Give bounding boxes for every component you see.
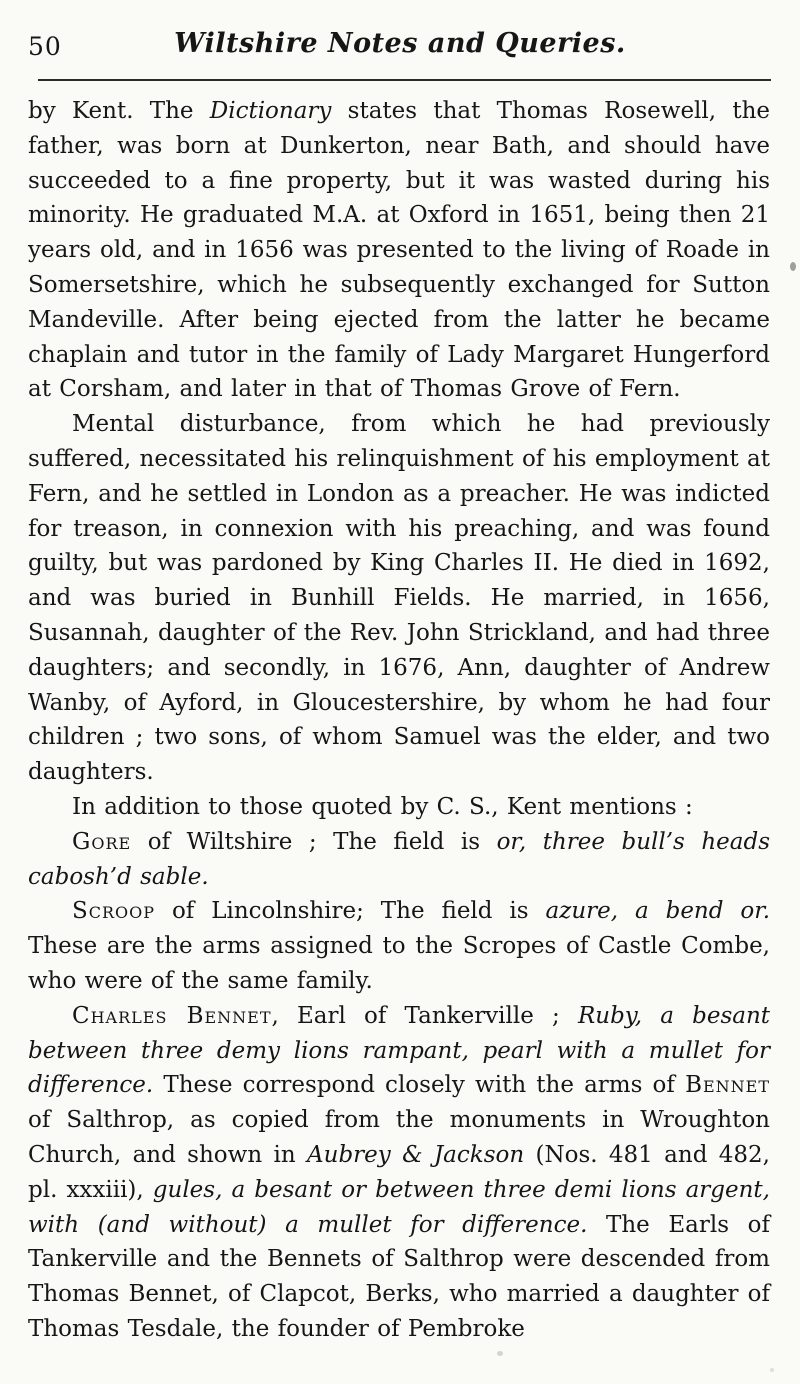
header-rule-divider [38,79,771,81]
page-body [28,94,770,1347]
text-segment-plain: by Kent. The [28,98,210,124]
paragraph [28,825,770,895]
scan-speck [770,1368,774,1372]
text-segment-plain: In addition to those quoted by C. S., Kent mentions : [72,793,693,820]
page-header [0,28,800,72]
text-segment-italic: gules, a besant or between three demi lions argent, with (and without) a mullet for difference. [28,1176,770,1238]
text-segment-plain: , Earl of Tankerville ; [271,1002,578,1029]
scan-speck [497,1351,503,1356]
text-segment-plain: (Nos. 481 and 482, pl. xxxiii), [28,1141,770,1203]
text-segment-smallcaps: Charles Bennet [72,1002,272,1029]
text-segment-plain: Mental disturbance, from which he had previously suffered, necessitated his relinquishment of his employment at Fern, and he settled in London as a preacher. He was indicted for treason, in connexion with his preaching, and was found guilty, but was pardoned by King Charles II. He died in 1692, and was buried in Bunhill Fields. He married, in 1656, Susannah, daughter of the Rev. John Strickland, and had three daughters; and secondly, in 1676, Ann, daughter of Andrew Wanby, of Ayford, in Gloucestershire, by whom he had four children ; two sons, of whom Samuel was the elder, and two daughters. [28,411,770,786]
text-segment-plain: of Salthrop, as copied from the monuments in Wroughton Church, and shown in [28,1107,770,1168]
text-segment-plain: These correspond closely with the arms of [153,1072,686,1099]
paragraphs-container [28,94,770,1347]
text-segment-italic: azure, a bend or. [545,898,770,925]
text-segment-italic: Ruby, a besant between three demy lions rampant, pearl with a mullet for difference. [28,1002,771,1099]
text-segment-plain: of Wiltshire ; The field is [131,828,497,855]
page-number: 50 [28,32,62,61]
text-segment-smallcaps: Bennet [685,1072,770,1099]
scan-speck [790,262,796,271]
text-segment-smallcaps: Scroop [72,898,156,925]
paragraph [28,94,770,407]
text-segment-plain: states that Thomas Rosewell, the father, was born at Dunkerton, near Bath, and should have succeeded to a fine property, but it was wasted during his minority. He graduated M.A. at Oxford in 1651, being then 21 years old, and in 1656 was presented to the living of Roade in Somersetshire, which he subsequently exchanged for Sutton Mandeville. After being ejected from the latter he became chaplain and tutor in the family of Lady Margaret Hungerford at Corsham, and later in that of Thomas Grove of Fern. [28,98,770,403]
text-segment-italic: Dictionary [209,98,332,124]
paragraph [28,790,770,825]
paragraph [28,407,770,790]
paragraph [28,894,770,998]
journal-title: Wiltshire Notes and Queries. [174,28,626,59]
text-segment-italic: or, three bull’s heads cabosh’d sable. [28,828,771,890]
text-segment-italic: Aubrey & Jackson [307,1141,525,1168]
text-segment-plain: These are the arms assigned to the Scropes of Castle Combe, who were of the same family. [28,933,770,994]
text-segment-smallcaps: Gore [72,828,132,855]
text-segment-plain: The Earls of Tankerville and the Bennets of Salthrop were descended from Thomas Bennet, of Clapcot, Berks, who married a daughter of Thomas Tesdale, the founder of Pembroke [28,1211,771,1342]
paragraph [28,999,770,1347]
text-segment-plain: of Lincolnshire; The field is [155,898,546,925]
